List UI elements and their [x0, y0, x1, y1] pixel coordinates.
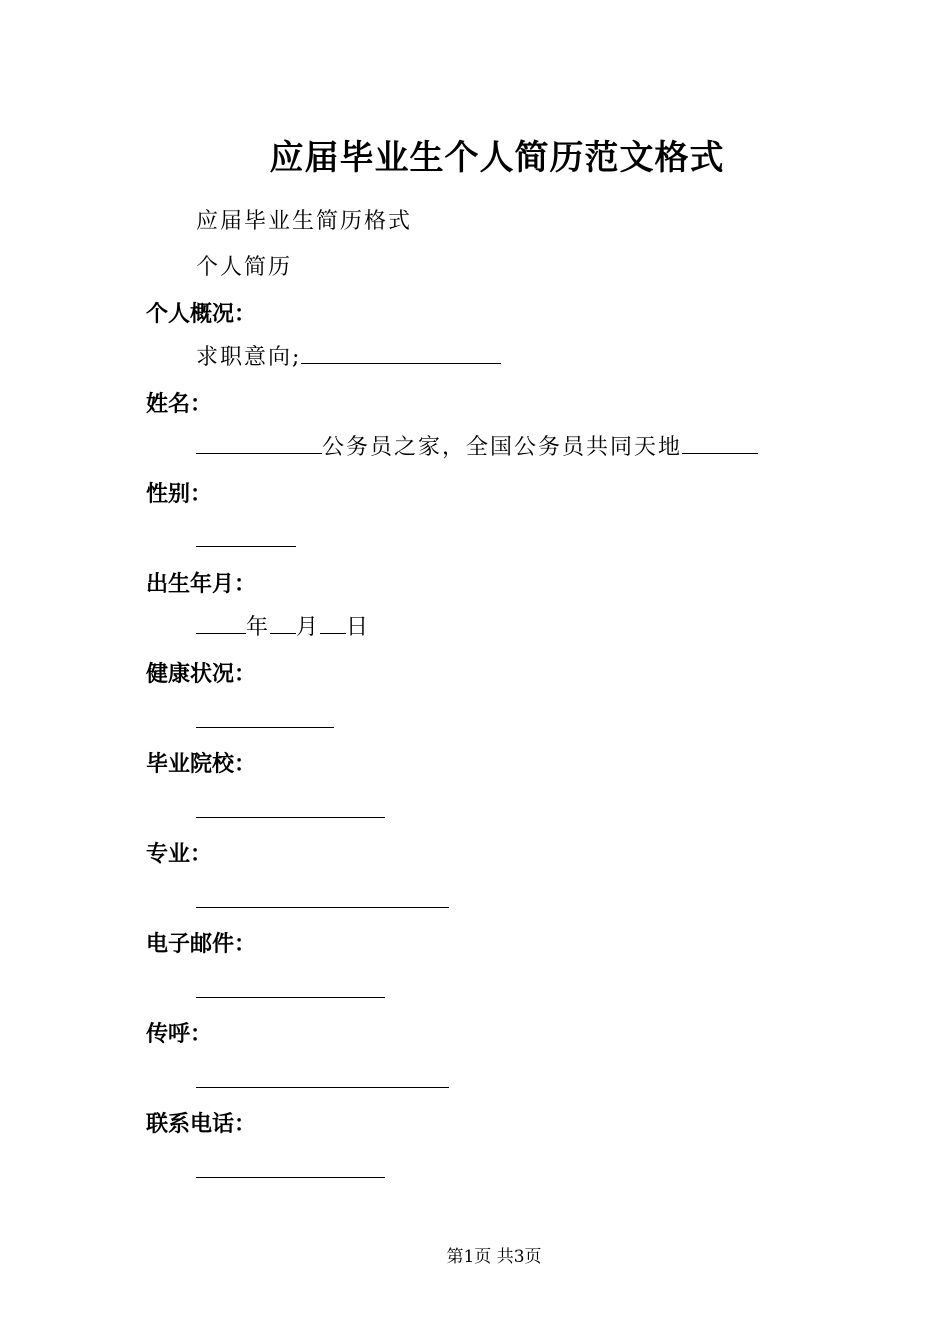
- health-label: 健康状况：: [146, 661, 257, 687]
- email-label: 电子邮件：: [146, 931, 257, 957]
- birth-label: 出生年月：: [146, 571, 257, 597]
- phone-label: 联系电话：: [146, 1111, 257, 1137]
- name-blank-left: [196, 453, 322, 454]
- gender-blank: [196, 546, 296, 547]
- phone-blank: [196, 1177, 385, 1178]
- name-value-row: [196, 433, 758, 463]
- birth-month-text: 月: [296, 615, 321, 640]
- job-intention-blank: [301, 363, 501, 364]
- major-label: 专业：: [146, 841, 213, 867]
- school-label: 毕业院校：: [146, 751, 257, 777]
- name-label: 姓名：: [146, 391, 213, 417]
- email-blank: [196, 997, 385, 998]
- birth-day-text: 日: [346, 615, 371, 640]
- pager-label: 传呼：: [146, 1021, 213, 1047]
- job-intention-row: [196, 343, 501, 373]
- document-title: 应届毕业生个人简历范文格式: [269, 138, 725, 178]
- section-personal-overview: 个人概况：: [146, 301, 257, 327]
- school-blank: [196, 817, 385, 818]
- birth-date-row: [196, 613, 370, 643]
- major-blank: [196, 907, 449, 908]
- job-intention-label: 求职意向;: [196, 345, 302, 370]
- subtitle-personal-resume: 个人简历: [196, 255, 293, 280]
- name-value-text: 公务员之家，全国公务员共同天地: [322, 435, 683, 460]
- page-footer: 第1页 共3页: [446, 1247, 542, 1267]
- birth-month-blank: [270, 633, 296, 634]
- birth-year-blank: [196, 633, 246, 634]
- birth-day-blank: [320, 633, 346, 634]
- health-blank: [196, 727, 334, 728]
- gender-label: 性别：: [146, 481, 213, 507]
- birth-year-text: 年: [246, 615, 271, 640]
- pager-blank: [196, 1087, 449, 1088]
- subtitle-resume-format: 应届毕业生简历格式: [196, 209, 413, 234]
- name-blank-right: [682, 453, 758, 454]
